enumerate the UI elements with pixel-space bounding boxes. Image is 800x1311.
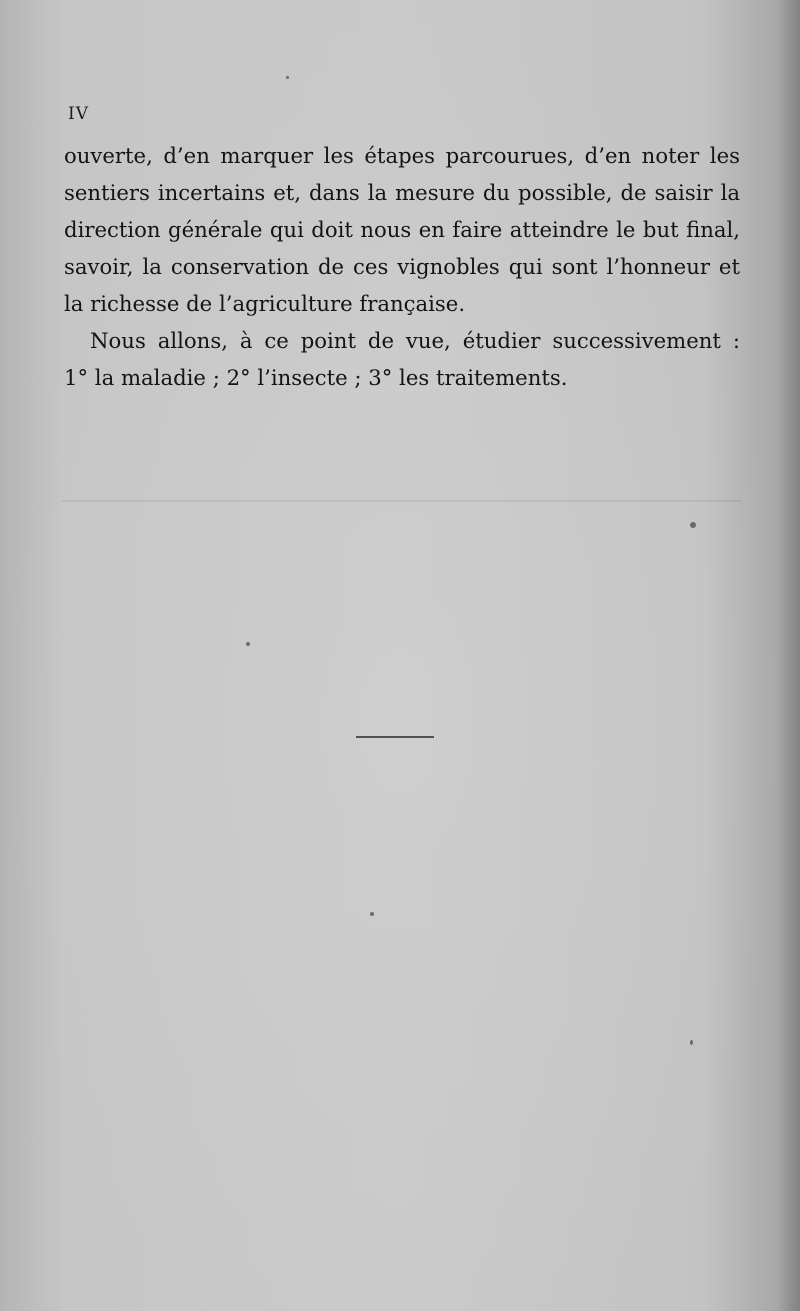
paragraph-first-line — [64, 322, 740, 359]
text-line: ouverte, d’en marquer les étapes parcourues, d’en noter les — [64, 143, 740, 168]
text-line: 1° la maladie ; 2° l’insecte ; 3° les traitements. — [64, 365, 568, 390]
paper-speck — [690, 1040, 693, 1045]
text-line: Nous allons, à ce point de vue, étudier successivement : — [90, 328, 740, 353]
bleed-through-divider — [356, 736, 434, 738]
paper-speck — [246, 642, 250, 646]
text-line: sentiers incertains et, dans la mesure du possible, de saisir la — [64, 180, 740, 205]
paper-speck — [370, 912, 374, 916]
page-edge-shadow — [778, 0, 800, 1311]
paper-speck — [690, 522, 696, 528]
text-line: savoir, la conservation de ces vignobles qui sont l’honneur et — [64, 254, 740, 279]
body-text — [64, 137, 740, 396]
text-line: la richesse de l’agriculture française. — [64, 291, 466, 316]
text-line: direction générale qui doit nous en faire atteindre le but final, — [64, 217, 740, 242]
page-number: IV — [68, 104, 89, 124]
paper-speck — [286, 76, 289, 79]
bleed-through-rule — [62, 500, 742, 502]
